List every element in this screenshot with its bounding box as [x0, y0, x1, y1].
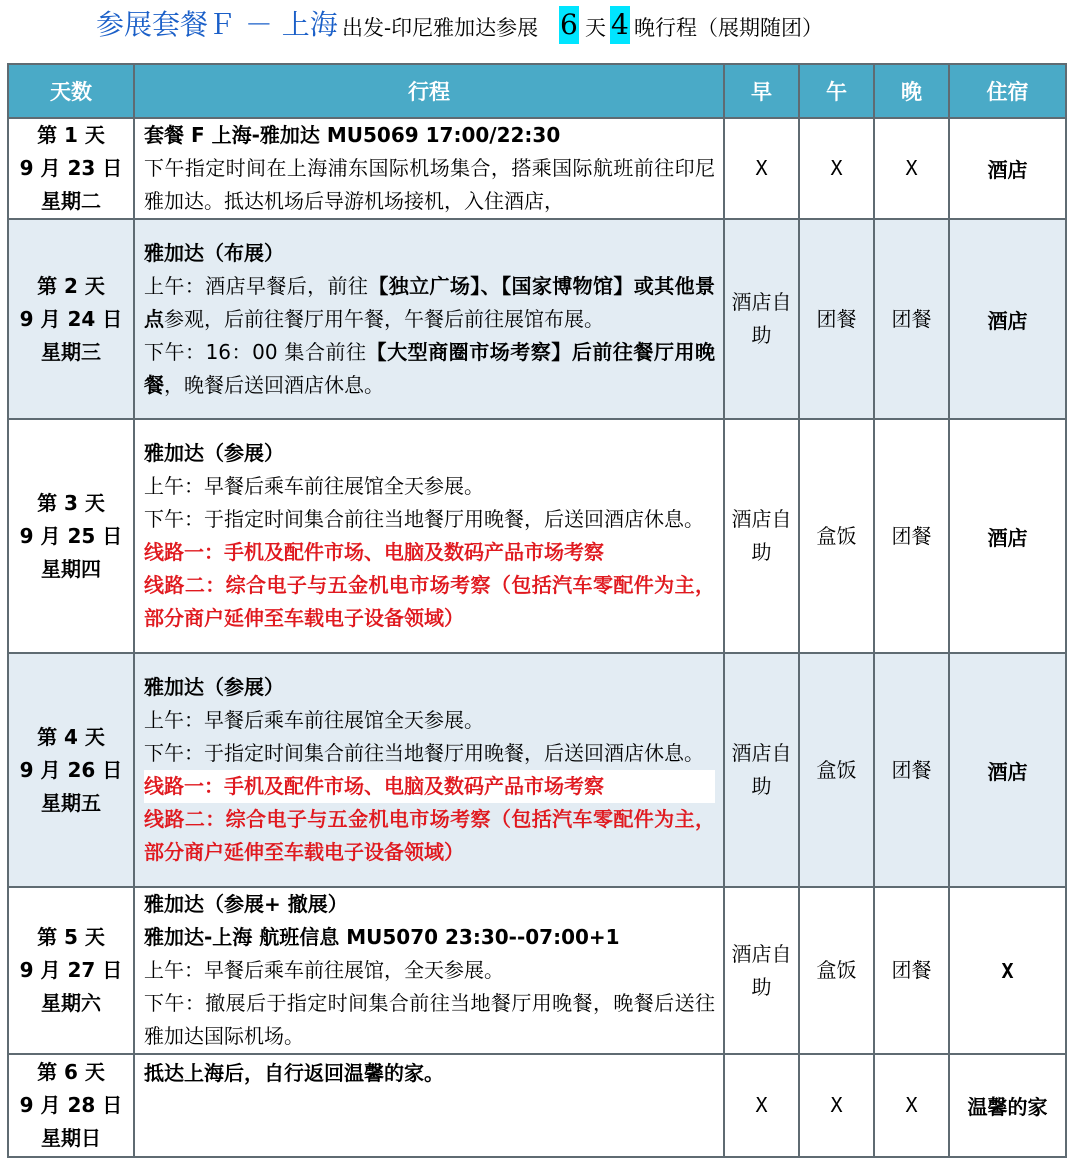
itinerary-text: 上午：酒店早餐后，前往: [144, 273, 369, 298]
day-date: 9 月 26 日: [19, 757, 123, 782]
title-nights-unit: 晚行程（展期随团）: [634, 16, 823, 40]
itinerary-afternoon: [144, 336, 715, 402]
header-dinner: 晚: [874, 64, 949, 118]
itinerary-cell: [134, 419, 724, 653]
day-date: 9 月 24 日: [19, 306, 123, 331]
header-itinerary: 行程: [134, 64, 724, 118]
day-number: 第 5 天: [37, 925, 105, 949]
itinerary-heading: 雅加达（参展+ 撤展）: [144, 892, 348, 916]
table-header-row: [8, 64, 1066, 118]
page-title: [0, 0, 1073, 60]
lunch-cell: X: [799, 118, 874, 219]
lunch-cell: 盒饭: [799, 419, 874, 653]
itinerary-text: ，晚餐后送回酒店休息。: [164, 372, 384, 397]
header-stay: 住宿: [949, 64, 1066, 118]
route-one: 线路一：手机及配件市场、电脑及数码产品市场考察: [144, 540, 604, 564]
stay-cell: 酒店: [949, 653, 1066, 887]
title-from: 出发-印尼雅加达参展: [342, 16, 539, 40]
breakfast-cell: 酒店自助: [724, 653, 799, 887]
dinner-cell: 团餐: [874, 419, 949, 653]
breakfast-cell: X: [724, 1054, 799, 1157]
day-weekday: 星期五: [41, 790, 101, 815]
itinerary-cell: [134, 219, 724, 419]
stay-cell: 酒店: [949, 419, 1066, 653]
dinner-cell: 团餐: [874, 219, 949, 419]
itinerary-afternoon: 下午：于指定时间集合前往当地餐厅用晚餐，后送回酒店休息。: [144, 741, 704, 765]
itinerary-text: 下午指定时间在上海浦东国际机场集合，搭乘国际航班前往印尼雅加达。抵达机场后导游机场接机，入住酒店，: [144, 156, 715, 213]
table-row: [8, 118, 1066, 219]
header-lunch: 午: [799, 64, 874, 118]
dinner-cell: 团餐: [874, 653, 949, 887]
day-date: 9 月 25 日: [19, 523, 123, 548]
lunch-cell: 盒饭: [799, 653, 874, 887]
breakfast-cell: 酒店自助: [724, 219, 799, 419]
itinerary-morning: [144, 270, 715, 336]
lunch-cell: X: [799, 1054, 874, 1157]
itinerary-afternoon: 下午：撤展后于指定时间集合前往当地餐厅用晚餐，晚餐后送往雅加达国际机场。: [144, 991, 715, 1048]
itinerary-text: 下午：16：00 集合前往: [144, 339, 367, 364]
dinner-cell: 团餐: [874, 887, 949, 1054]
day-cell: [8, 419, 134, 653]
day-number: 第 2 天: [37, 273, 105, 298]
itinerary-morning: 上午：早餐后乘车前往展馆全天参展。: [144, 708, 484, 732]
day-cell: [8, 653, 134, 887]
flight-info: 雅加达-上海 航班信息 MU5070 23:30--07:00+1: [144, 925, 620, 949]
itinerary-morning: 上午：早餐后乘车前往展馆，全天参展。: [144, 958, 504, 982]
breakfast-cell: 酒店自助: [724, 419, 799, 653]
day-number: 第 4 天: [37, 724, 105, 749]
itinerary-afternoon: 下午：于指定时间集合前往当地餐厅用晚餐，后送回酒店休息。: [144, 507, 704, 531]
day-date: 9 月 28 日: [19, 1093, 123, 1117]
itinerary-heading: 抵达上海后，自行返回温馨的家。: [144, 1061, 444, 1085]
table-row: [8, 887, 1066, 1054]
itinerary-heading: 雅加达（布展）: [144, 240, 284, 265]
day-date: 9 月 23 日: [19, 156, 123, 180]
day-weekday: 星期三: [41, 339, 101, 364]
stay-cell: 酒店: [949, 118, 1066, 219]
route-two: 线路二：综合电子与五金机电市场考察（包括汽车零配件为主，部分商户延伸至车载电子设备领域）: [144, 573, 715, 630]
table-row: [8, 653, 1066, 887]
header-breakfast: 早: [724, 64, 799, 118]
itinerary-highlight: 【大型商圈市场考察】后前往餐厅用晚餐: [144, 339, 715, 397]
title-days: 6: [559, 6, 579, 44]
itinerary-heading: 套餐 F 上海-雅加达 MU5069 17:00/22:30: [144, 123, 561, 147]
day-weekday: 星期六: [41, 991, 101, 1015]
day-number: 第 1 天: [37, 123, 105, 147]
table-row: [8, 1054, 1066, 1157]
day-cell: [8, 887, 134, 1054]
day-cell: [8, 1054, 134, 1157]
day-cell: [8, 219, 134, 419]
day-cell: [8, 118, 134, 219]
route-one: 线路一：手机及配件市场、电脑及数码产品市场考察: [144, 770, 715, 803]
route-two: 线路二：综合电子与五金机电市场考察（包括汽车零配件为主，部分商户延伸至车载电子设备领域）: [144, 807, 715, 864]
title-package: 参展套餐Ｆ － 上海: [96, 8, 338, 41]
day-number: 第 6 天: [37, 1060, 105, 1084]
itinerary-cell: [134, 887, 724, 1054]
itinerary-cell: [134, 118, 724, 219]
day-date: 9 月 27 日: [19, 958, 123, 982]
table-row: [8, 419, 1066, 653]
day-weekday: 星期日: [41, 1126, 101, 1150]
itinerary-cell: [134, 1054, 724, 1157]
lunch-cell: 盒饭: [799, 887, 874, 1054]
breakfast-cell: 酒店自助: [724, 887, 799, 1054]
itinerary-highlight: 【独立广场】、【国家博物馆】或其他景点: [144, 273, 716, 331]
itinerary-table: [7, 63, 1067, 1158]
dinner-cell: X: [874, 118, 949, 219]
header-day: 天数: [8, 64, 134, 118]
itinerary-morning: 上午：早餐后乘车前往展馆全天参展。: [144, 474, 484, 498]
stay-cell: X: [949, 887, 1066, 1054]
table-row: [8, 219, 1066, 419]
dinner-cell: X: [874, 1054, 949, 1157]
day-weekday: 星期二: [41, 189, 101, 213]
itinerary-text: 参观，后前往餐厅用午餐，午餐后前往展馆布展。: [164, 306, 604, 331]
stay-cell: 温馨的家: [949, 1054, 1066, 1157]
title-nights: 4: [610, 6, 630, 44]
itinerary-cell: [134, 653, 724, 887]
stay-cell: 酒店: [949, 219, 1066, 419]
day-weekday: 星期四: [41, 556, 101, 581]
breakfast-cell: X: [724, 118, 799, 219]
itinerary-heading: 雅加达（参展）: [144, 675, 284, 699]
title-days-unit: 天: [585, 16, 606, 40]
itinerary-heading: 雅加达（参展）: [144, 441, 284, 465]
day-number: 第 3 天: [37, 490, 105, 515]
lunch-cell: 团餐: [799, 219, 874, 419]
